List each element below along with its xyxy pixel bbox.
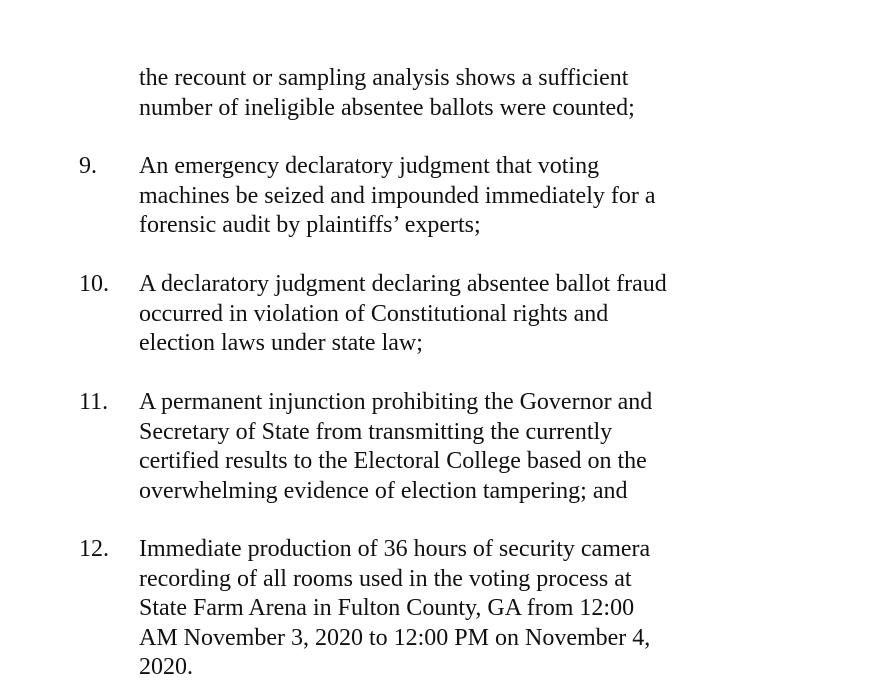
item-number: 10. [79, 271, 109, 297]
text-line: machines be seized and impounded immediately for a [139, 182, 656, 209]
text-line: the recount or sampling analysis shows a sufficient [139, 65, 629, 91]
text-line: occurred in violation of Constitutional rights and [139, 300, 609, 327]
text-line: An emergency declaratory judgment that voting [139, 153, 600, 179]
item-text [139, 270, 829, 359]
text-line: recording of all rooms used in the voting process at [139, 565, 632, 592]
item-number: 11. [79, 389, 109, 415]
text-line: number of ineligible absentee ballots were counted; [139, 94, 635, 121]
text-line: forensic audit by plaintiffs’ experts; [139, 212, 481, 238]
text-line: A declaratory judgment declaring absentee ballot fraud [139, 271, 667, 297]
item-text [139, 535, 829, 683]
continuation-text [139, 64, 829, 123]
item-text [139, 152, 829, 241]
text-line: certified results to the Electoral College based on the [139, 448, 647, 474]
item-text [139, 388, 829, 506]
item-number: 12. [79, 536, 109, 562]
text-line: 2020. [139, 654, 193, 680]
text-line: overwhelming evidence of election tampering; and [139, 477, 628, 504]
text-line: AM November 3, 2020 to 12:00 PM on November 4, [139, 624, 651, 651]
text-line: A permanent injunction prohibiting the Governor and [139, 389, 653, 415]
text-line: State Farm Arena in Fulton County, GA from 12:00 [139, 595, 635, 621]
item-number: 9. [79, 153, 97, 179]
text-line: Immediate production of 36 hours of security camera [139, 536, 651, 562]
text-line: Secretary of State from transmitting the currently [139, 418, 613, 445]
text-line: election laws under state law; [139, 330, 423, 356]
